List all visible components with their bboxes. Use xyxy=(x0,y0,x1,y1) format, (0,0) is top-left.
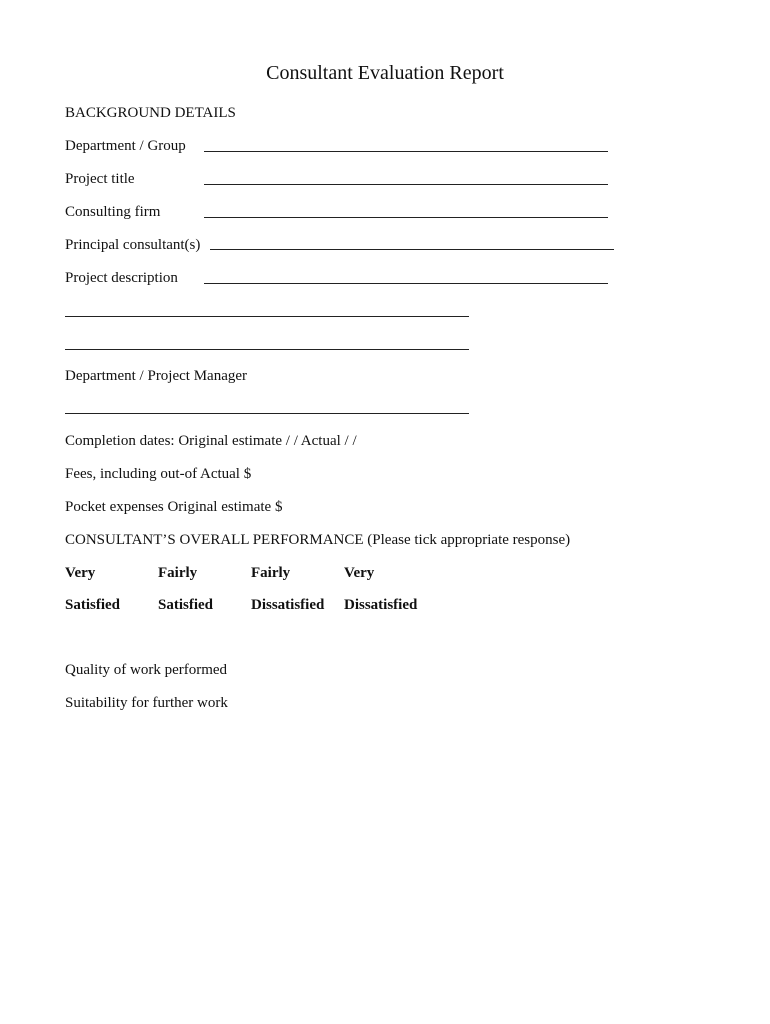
rating-fairly-dissatisfied-line1: Fairly xyxy=(251,565,291,581)
project-description-line-3[interactable] xyxy=(65,349,469,350)
department-group-line[interactable] xyxy=(204,151,608,152)
consulting-firm-line[interactable] xyxy=(204,217,608,218)
background-details-heading: BACKGROUND DETAILS xyxy=(65,105,236,121)
project-title-line[interactable] xyxy=(204,184,608,185)
rating-very-satisfied-line1: Very xyxy=(65,565,96,581)
pocket-expenses-line: Pocket expenses Original estimate $ xyxy=(65,499,283,515)
performance-heading: CONSULTANT’S OVERALL PERFORMANCE (Please tick appropriate response) xyxy=(65,532,571,548)
project-description-label: Project description xyxy=(65,270,178,286)
criterion-quality: Quality of work performed xyxy=(65,662,228,678)
principal-consultants-label: Principal consultant(s) xyxy=(65,237,201,253)
rating-very-dissatisfied-line2: Dissatisfied xyxy=(344,597,418,613)
completion-dates-line: Completion dates: Original estimate / / Actual / / xyxy=(65,433,357,449)
rating-very-dissatisfied-line1: Very xyxy=(344,565,375,581)
fees-line: Fees, including out-of Actual $ xyxy=(65,466,252,482)
project-description-line[interactable] xyxy=(204,283,608,284)
project-manager-label: Department / Project Manager xyxy=(65,368,248,384)
consulting-firm-label: Consulting firm xyxy=(65,204,161,220)
department-group-label: Department / Group xyxy=(65,138,186,154)
principal-consultants-line[interactable] xyxy=(210,249,614,250)
project-title-label: Project title xyxy=(65,171,135,187)
rating-very-satisfied-line2: Satisfied xyxy=(65,597,121,613)
page-title: Consultant Evaluation Report xyxy=(266,62,504,84)
project-description-line-2[interactable] xyxy=(65,316,469,317)
criterion-suitability: Suitability for further work xyxy=(65,695,228,711)
rating-fairly-dissatisfied-line2: Dissatisfied xyxy=(251,597,325,613)
rating-fairly-satisfied-line2: Satisfied xyxy=(158,597,214,613)
project-manager-line[interactable] xyxy=(65,413,469,414)
rating-fairly-satisfied-line1: Fairly xyxy=(158,565,198,581)
